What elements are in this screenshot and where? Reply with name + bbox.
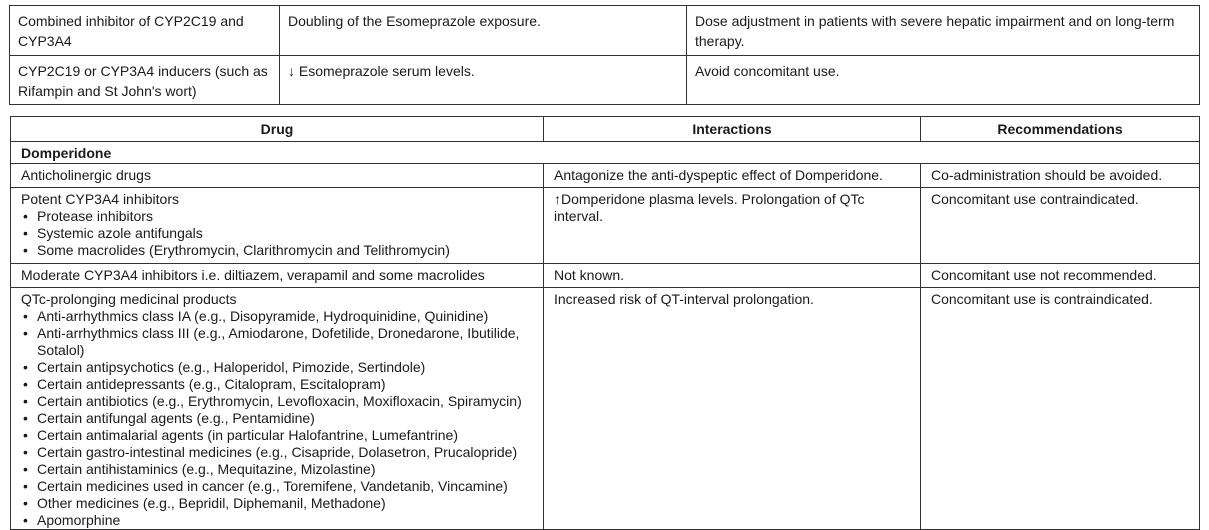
interaction-cell: ↑Domperidone plasma levels. Prolongation of QTc interval. [544, 188, 921, 264]
drug-cell [11, 288, 544, 530]
recommendation-cell: Concomitant use not recommended. [921, 264, 1200, 288]
column-header-drug: Drug [11, 117, 544, 142]
section-title: Domperidone [11, 142, 1200, 164]
section-row [11, 142, 1200, 164]
drug-list [21, 208, 533, 259]
list-item: • Anti-arrhythmics class III (e.g., Amiodarone, Dofetilide, Dronedarone, Ibutilide, Sotalol) [21, 325, 533, 359]
domperidone-interactions-table [10, 116, 1200, 530]
list-item: • Protease inhibitors [21, 208, 533, 225]
list-item: • Anti-arrhythmics class IA (e.g., Disopyramide, Hydroquinidine, Quinidine) [21, 308, 533, 325]
drug-heading: QTc-prolonging medicinal products [21, 291, 237, 307]
recommendation-cell: Co-administration should be avoided. [921, 164, 1200, 188]
drug-cell: Combined inhibitor of CYP2C19 and CYP3A4 [10, 6, 280, 56]
list-item: • Certain medicines used in cancer (e.g., Toremifene, Vandetanib, Vincamine) [21, 478, 533, 495]
table-row [11, 164, 1200, 188]
drug-cell: Anticholinergic drugs [11, 164, 544, 188]
column-header-recommendations: Recommendations [921, 117, 1200, 142]
table-row [11, 264, 1200, 288]
drug-heading: Potent CYP3A4 inhibitors [21, 191, 179, 207]
header-row [11, 117, 1200, 142]
interaction-cell: Increased risk of QT-interval prolongation. [544, 288, 921, 530]
list-item: • Certain antipsychotics (e.g., Haloperidol, Pimozide, Sertindole) [21, 359, 533, 376]
interaction-cell: Not known. [544, 264, 921, 288]
list-item: • Some macrolides (Erythromycin, Clarithromycin and Telithromycin) [21, 242, 533, 259]
list-item: • Other medicines (e.g., Bepridil, Diphemanil, Methadone) [21, 495, 533, 512]
drug-cell [11, 188, 544, 264]
list-item: • Certain antihistaminics (e.g., Mequitazine, Mizolastine) [21, 461, 533, 478]
list-item: • Systemic azole antifungals [21, 225, 533, 242]
list-item: • Certain antifungal agents (e.g., Pentamidine) [21, 410, 533, 427]
list-item: • Certain antimalarial agents (in particular Halofantrine, Lumefantrine) [21, 427, 533, 444]
table-row [10, 56, 1200, 105]
list-item: • Certain gastro-intestinal medicines (e.g., Cisapride, Dolasetron, Prucalopride) [21, 444, 533, 461]
column-header-interactions: Interactions [544, 117, 921, 142]
list-item: • Certain antibiotics (e.g., Erythromycin, Levofloxacin, Moxifloxacin, Spiramycin) [21, 393, 533, 410]
recommendation-cell: Concomitant use is contraindicated. [921, 288, 1200, 530]
recommendation-cell: Concomitant use contraindicated. [921, 188, 1200, 264]
recommendation-cell: Dose adjustment in patients with severe hepatic impairment and on long-term therapy. [687, 6, 1200, 56]
table-row [11, 288, 1200, 530]
interaction-cell: Antagonize the anti-dyspeptic effect of Domperidone. [544, 164, 921, 188]
table-row [11, 188, 1200, 264]
top-interactions-table [9, 5, 1200, 105]
drug-list [21, 308, 533, 529]
drug-cell: CYP2C19 or CYP3A4 inducers (such as Rifampin and St John's wort) [10, 56, 280, 105]
recommendation-cell: Avoid concomitant use. [687, 56, 1200, 105]
drug-cell: Moderate CYP3A4 inhibitors i.e. diltiazem, verapamil and some macrolides [11, 264, 544, 288]
table-row [10, 6, 1200, 56]
interaction-cell: Doubling of the Esomeprazole exposure. [280, 6, 687, 56]
list-item: • Apomorphine [21, 512, 533, 529]
interaction-cell: ↓ Esomeprazole serum levels. [280, 56, 687, 105]
list-item: • Certain antidepressants (e.g., Citalopram, Escitalopram) [21, 376, 533, 393]
